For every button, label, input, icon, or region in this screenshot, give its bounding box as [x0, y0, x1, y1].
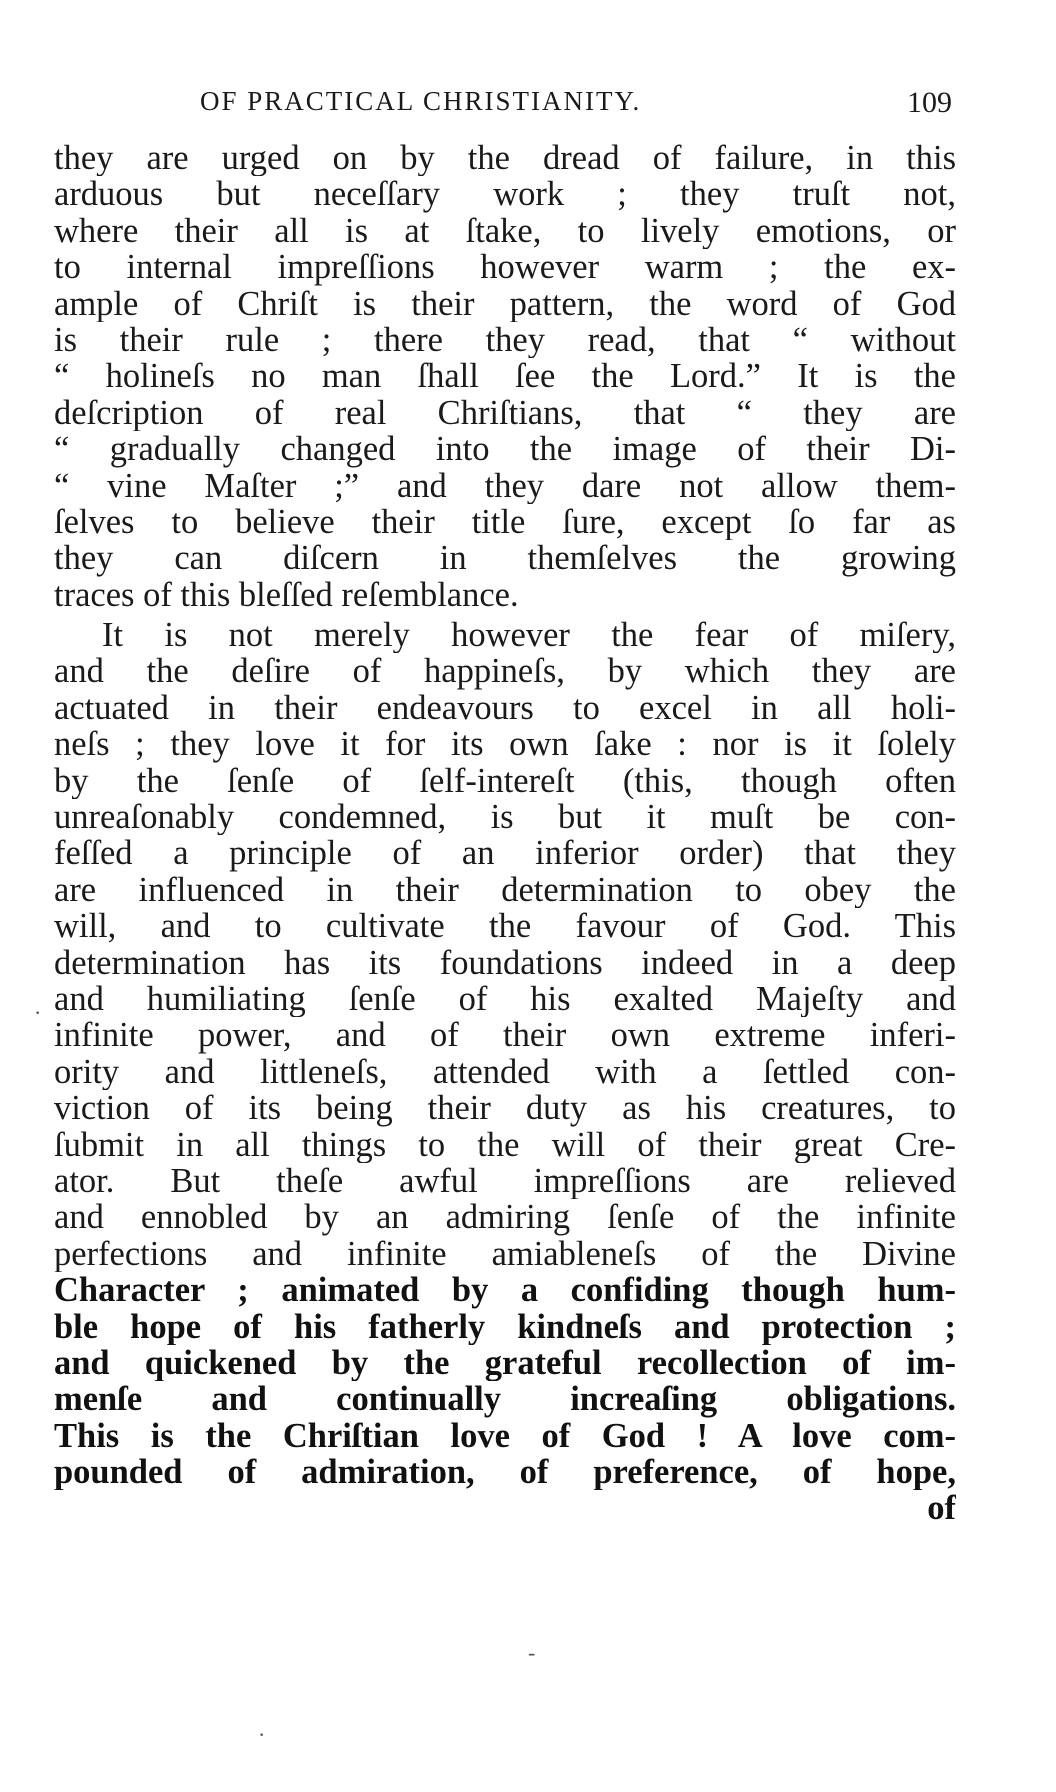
paragraph-2	[54, 617, 956, 1490]
text-line: is their rule ; there they read, that “ without	[54, 321, 956, 359]
text-line: they can diſcern in themſelves the growing	[54, 540, 956, 577]
text-line: deſcription of real Chriſtians, that “ they are	[54, 394, 956, 432]
text-line: This is the Chriſtian love of God ! A love com-	[54, 1417, 956, 1455]
page-number: 109	[907, 86, 952, 119]
text-line: viction of its being their duty as his creatures, to	[54, 1090, 956, 1127]
text-line: pounded of admiration, of preference, of hope,	[54, 1454, 956, 1491]
text-line: It is not merely however the fear of miſery,	[102, 617, 956, 654]
text-line: Character ; animated by a confiding though hum-	[54, 1272, 956, 1309]
text-line: where their all is at ſtake, to lively emotions, or	[54, 212, 956, 250]
text-line: feſſed a principle of an inferior order) that they	[54, 835, 956, 872]
text-line: infinite power, and of their own extreme inferi-	[54, 1017, 956, 1054]
text-line: actuated in their endeavours to excel in all holi-	[54, 689, 956, 727]
catchword: of	[927, 1490, 956, 1527]
text-line: they are urged on by the dread of failure, in this	[54, 140, 956, 177]
text-line: ample of Chriſt is their pattern, the word of God	[54, 285, 956, 322]
text-line: ator. But theſe awful impreſſions are relieved	[54, 1162, 956, 1200]
text-line: are influenced in their determination to obey the	[54, 871, 956, 909]
text-line: to internal impreſſions however warm ; the ex-	[54, 249, 956, 286]
running-title: OF PRACTICAL CHRISTIANITY.	[200, 86, 642, 116]
text-line: ority and littleneſs, attended with a ſettled con-	[54, 1053, 956, 1091]
text-line: perfections and infinite amiableneſs of the Divine	[54, 1235, 956, 1273]
margin-dot: ·	[34, 1000, 42, 1025]
text-line: neſs ; they love it for its own ſake : nor is it ſolely	[54, 726, 956, 763]
text-line: and the deſire of happineſs, by which they are	[54, 653, 956, 690]
text-line: by the ſenſe of ſelf-intereſt (this, though often	[54, 762, 956, 800]
text-line: determination has its foundations indeed in a deep	[54, 944, 956, 981]
text-line: and quickened by the grateful recollection of im-	[54, 1344, 956, 1382]
text-line: unreaſonably condemned, is but it muſt be con-	[54, 799, 956, 836]
text-line: will, and to cultivate the favour of God. This	[54, 908, 956, 945]
text-line: ſubmit in all things to the will of their great Cre-	[54, 1126, 956, 1163]
text-line: and humiliating ſenſe of his exalted Majeſty and	[54, 980, 956, 1018]
paragraph-1	[54, 140, 956, 613]
body-text	[54, 140, 956, 1527]
text-line: ble hope of his fatherly kindneſs and protection ;	[54, 1308, 956, 1345]
text-line: menſe and continually increaſing obligations.	[54, 1381, 956, 1418]
stray-dot: ·	[258, 1722, 266, 1747]
text-line: “ vine Maſter ;” and they dare not allow them-	[54, 467, 956, 504]
text-line: “ gradually changed into the image of their Di-	[54, 431, 956, 468]
text-line: “ holineſs no man ſhall ſee the Lord.” It is the	[54, 358, 956, 395]
text-line: traces of this bleſſed reſemblance.	[54, 576, 519, 614]
stray-mark: -	[528, 1640, 536, 1665]
text-line: ſelves to believe their title ſure, except ſo far as	[54, 503, 956, 541]
text-line: arduous but neceſſary work ; they truſt not,	[54, 176, 956, 213]
text-line: and ennobled by an admiring ſenſe of the infinite	[54, 1199, 956, 1236]
